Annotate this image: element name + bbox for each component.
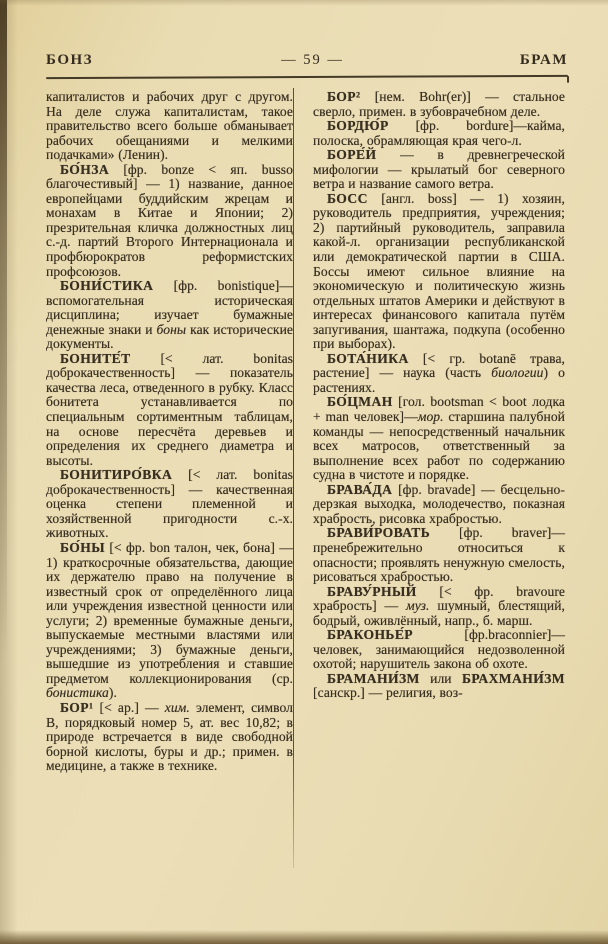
dictionary-entry xyxy=(313,395,565,482)
entry-headword: БРАВА́ДА xyxy=(327,481,393,497)
dictionary-entry xyxy=(46,541,293,701)
dictionary-entry xyxy=(313,628,565,672)
dictionary-entry xyxy=(313,483,565,527)
entry-text: [нем. Bohr(er)] — стальное сверло, примен. в зубоврачебном деле. xyxy=(313,90,565,119)
left-page-edge xyxy=(0,0,7,661)
entry-text: элемент, символ В, порядковый номер 5, ат. вес 10,82; в природе встречается в виде свободной борной кислоты, буры и др.; примен. в медицине, а также в технике. xyxy=(46,699,294,774)
entry-text: [англ. boss] — 1) хозяин, руководитель предприятия, учреждения; 2) партийный руководитель, заправила какой-л. организации республиканской или демократической партии в США. Боссы имеют сильное влияние на экономическую и политическую жизнь отдельных штатов Америки и действуют в интересах финансового капитала путём запугивания, шантажа, подкупа (особенно при выборах). xyxy=(313,190,565,352)
entry-text: [фр. bonze < яп. busso благочестивый] — 1) название, данное европейцами буддийским жрецам и монахам в Китае и Японии; 2) презрительная кличка должностных лиц с.-д. партий Второго Интернационала и профбюрократов реформистских профсоюзов. xyxy=(46,161,293,279)
entry-headword: БОР² xyxy=(327,90,361,104)
right-column xyxy=(302,90,565,884)
italic-term: мор. xyxy=(417,409,444,425)
left-column xyxy=(46,90,302,884)
entry-headword: БРАВИ́РОВАТЬ xyxy=(327,525,431,541)
entry-headword: БРАВУ́РНЫЙ xyxy=(327,583,417,599)
dictionary-entry xyxy=(313,90,565,119)
entry-text: [санскр.] — религия, воз- xyxy=(313,685,463,701)
entry-headword: БОСС xyxy=(327,190,368,206)
entry-headword: БО́НЗА xyxy=(60,161,110,177)
entry-text: [< фр. bon талон, чек, бона] — 1) краткосрочные обязательства, дающие их держателю право на получение в известный срок от определённого лица или учреждения известной ценности или услуги; 2) временные бумажные деньги, выпускаемые местными властями или учреждениями; 3) бумажные деньги, вышедшие из употребления и ставшие предметом коллекционирования (ср. xyxy=(46,539,293,686)
entry-text: [< лат. bonitas доброкачественность] — показатель качества леса, отведенного в рубку. Класс бонитета устанавливается по специальным сортиментным таблицам, на основе пересчёта деревьев и определения их среднего диаметра и высоты. xyxy=(46,350,293,468)
entry-text: [фр. bordure]—кайма, полоска, обрамляющая края чего-л. xyxy=(313,118,565,148)
dictionary-entry xyxy=(46,701,293,774)
entry-headword: БОНИТИРО́ВКА xyxy=(60,467,173,483)
italic-term: хим. xyxy=(164,699,190,715)
entry-headword: БОР¹ xyxy=(60,699,94,715)
entry-headword: БОРДЮ́Р xyxy=(327,118,389,134)
dictionary-entry xyxy=(313,192,565,352)
bottom-page-edge xyxy=(0,930,608,944)
entry-text: шумный, блестящий, бодрый, оживлённый, напр., б. марш. xyxy=(313,598,565,628)
italic-term: муз. xyxy=(406,598,430,614)
top-page-edge xyxy=(0,0,608,6)
dictionary-entry xyxy=(313,672,565,701)
dictionary-entry xyxy=(46,163,293,279)
dictionary-entry xyxy=(313,526,565,584)
entry-text: ). xyxy=(108,685,117,701)
guide-word-right: БРАМ xyxy=(519,52,568,68)
entry-text: [фр. braver]— пренебрежительно относиться к опасности; проявлять ненужную смелость, рисоваться храбростью. xyxy=(313,525,565,585)
running-head xyxy=(46,52,568,69)
entry-text: [< фр. bravoure храбрость] — xyxy=(313,583,565,614)
entry-text: ) о растениях. xyxy=(313,365,565,395)
column-divider-rule xyxy=(293,88,294,868)
entry-headword: БО́ЦМАН xyxy=(327,394,393,410)
entry-text: как исторические документы. xyxy=(46,321,293,352)
left-page-edge-shadow xyxy=(0,0,18,944)
entry-headword: БРАХМАНИ́ЗМ xyxy=(462,670,565,686)
italic-term: биологии xyxy=(491,365,544,381)
entry-headword: БОНИ́СТИКА xyxy=(60,278,154,294)
entry-text: [фр. bonistique]— вспомогательная историческая дисциплина; изучает бумажные денежные знаки и xyxy=(46,278,293,337)
continuation-paragraph xyxy=(46,90,293,163)
entry-text: [фр.braconnier]— человек, занимающийся недозволенной охотой; нарушитель закона об охоте. xyxy=(313,627,565,672)
entry-text: [гол. bootsman < boot лодка + man человек]— xyxy=(313,394,565,425)
entry-text: старшина палубной команды — непосредственный начальник всех матросов, ответственный за выполнение всех работ по содержанию судна в чистоте и порядке. xyxy=(313,409,565,483)
entry-headword: БРАМАНИ́ЗМ xyxy=(327,670,420,686)
page-number: — 59 — xyxy=(281,52,344,68)
entry-text: или xyxy=(419,670,462,686)
entry-text: — в древнегреческой мифологии — крылатый бог северного ветра и название самого ветра. xyxy=(313,147,565,192)
dictionary-entry xyxy=(313,352,565,396)
dictionary-entry xyxy=(46,352,293,468)
entry-headword: БО́НЫ xyxy=(60,539,105,555)
entry-text: капиталистов и рабочих друг с другом. На деле служа капиталистам, такое правительство всего больше обманывает рабочих обещаниями и мелкими подачками» (Ленин). xyxy=(46,90,293,163)
guide-word-left: БОНЗ xyxy=(46,52,94,68)
entry-headword: БОТА́НИКА xyxy=(327,350,409,366)
entry-headword: БОРЕ́Й xyxy=(327,147,377,163)
dictionary-entry xyxy=(46,468,293,541)
text-area xyxy=(46,90,570,884)
entry-text: [< гр. botanē трава, растение] — наука (часть xyxy=(313,350,565,381)
entry-headword: БРАКОНЬЕ́Р xyxy=(327,627,413,643)
entry-text: [< ар.] — xyxy=(93,699,165,715)
italic-term: бонистика xyxy=(46,685,109,701)
italic-term: боны xyxy=(156,321,187,337)
dictionary-entry xyxy=(313,148,565,192)
entry-text: [фр. bravade] — бесцельно-дерзкая выходка, молодечество, показная храбрость, рисовка храбростью. xyxy=(313,481,565,526)
dictionary-entry xyxy=(46,279,293,352)
header-rule xyxy=(46,75,568,79)
dictionary-entry xyxy=(313,585,565,629)
dictionary-entry xyxy=(313,119,565,148)
entry-headword: БОНИТЕ́Т xyxy=(60,350,131,366)
entry-text: [< лат. bonitas доброкачественность] — качественная оценка степени племенной и хозяйственной пригодности с.-х. животных. xyxy=(46,467,293,541)
